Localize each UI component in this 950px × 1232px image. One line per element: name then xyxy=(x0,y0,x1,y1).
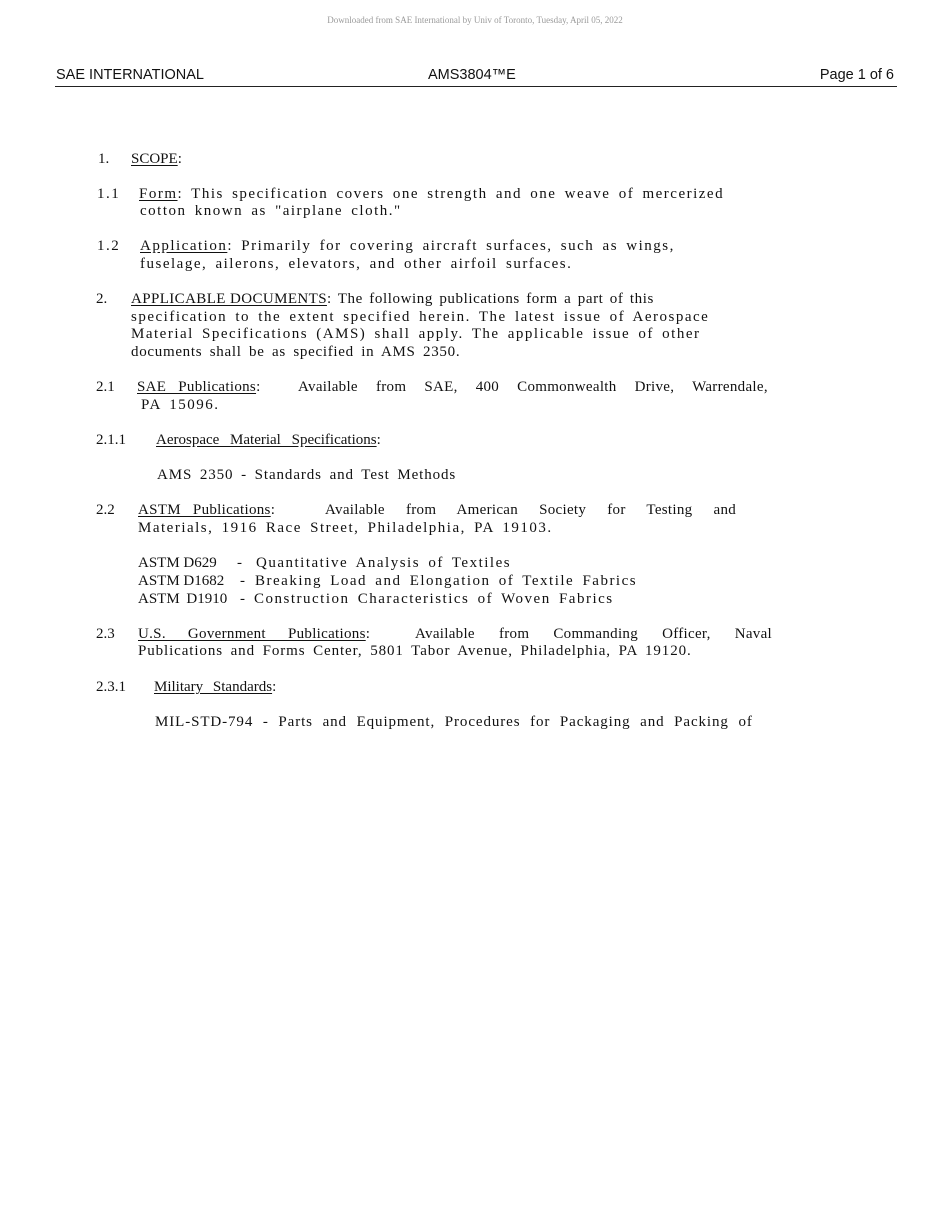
section-title: Application xyxy=(140,238,228,254)
section-form-line-2: cotton known as "airplane cloth." xyxy=(140,203,402,219)
section-astm-publications-line-1: ASTM Publications: xyxy=(138,502,276,518)
section-title: Military Standards xyxy=(154,679,273,695)
section-number: 2.2 xyxy=(96,502,115,518)
section-application-line-2: fuselage, ailerons, elevators, and other airfoil surfaces. xyxy=(140,256,573,272)
section-military-standards: Military Standards: xyxy=(154,679,277,695)
section-form-line-1: Form: This specification covers one strength and one weave of mercerized xyxy=(139,186,725,202)
section-number: 2.1.1 xyxy=(96,432,126,448)
astm-title: Construction Characteristics of Woven Fabrics xyxy=(254,591,614,607)
astm-title: Quantitative Analysis of Textiles xyxy=(256,555,512,571)
astm-separator: - xyxy=(240,591,245,607)
section-government-publications-line-2: Publications and Forms Center, 5801 Tabor Avenue, Philadelphia, PA 19120. xyxy=(138,643,692,659)
section-sae-publications-line-1b: Available from SAE, 400 Commonwealth Drive, Warrendale, xyxy=(298,379,768,395)
section-applicable-documents-line-1: APPLICABLE DOCUMENTS: The following publications form a part of this xyxy=(131,291,654,307)
header-page-number: Page 1 of 6 xyxy=(819,67,894,83)
section-number: 1. xyxy=(98,151,110,167)
astm-code: ASTM D629 xyxy=(138,555,217,571)
section-applicable-documents-line-2: specification to the extent specified herein. The latest issue of Aerospace xyxy=(131,309,710,325)
header-document-number: AMS3804™E xyxy=(428,67,516,83)
section-title: SAE Publications xyxy=(137,379,257,395)
section-number: 2. xyxy=(96,291,108,307)
download-watermark: Downloaded from SAE International by Univ of Toronto, Tuesday, April 05, 2022 xyxy=(327,15,623,25)
header-organization: SAE INTERNATIONAL xyxy=(56,67,204,83)
section-number: 2.3 xyxy=(96,626,115,642)
section-applicable-documents-line-4: documents shall be as specified in AMS 2350. xyxy=(131,344,461,360)
section-sae-publications-line-2: PA 15096. xyxy=(141,397,220,413)
section-title: APPLICABLE DOCUMENTS xyxy=(131,291,327,307)
document-list-item: MIL-STD-794 - Parts and Equipment, Procedures for Packaging and Packing of xyxy=(155,714,753,730)
astm-title: Breaking Load and Elongation of Textile Fabrics xyxy=(255,573,638,589)
astm-separator: - xyxy=(240,573,245,589)
section-number: 2.1 xyxy=(96,379,115,395)
section-title: U.S. Government Publications xyxy=(138,626,366,642)
section-astm-publications-line-1b: Available from American Society for Testing and xyxy=(325,502,737,518)
section-title: Form xyxy=(139,186,178,202)
section-number: 1.1 xyxy=(97,186,121,202)
section-title: ASTM Publications xyxy=(138,502,271,518)
section-astm-publications-line-2: Materials, 1916 Race Street, Philadelphia, PA 19103. xyxy=(138,520,553,536)
section-applicable-documents-line-3: Material Specifications (AMS) shall apply. The applicable issue of other xyxy=(131,326,701,342)
section-number: 1.2 xyxy=(97,238,121,254)
astm-code: ASTM D1682 xyxy=(138,573,225,589)
section-heading-scope: SCOPE: xyxy=(131,151,182,167)
section-number: 2.3.1 xyxy=(96,679,126,695)
astm-code: ASTM D1910 xyxy=(138,591,228,607)
header-rule xyxy=(55,86,897,87)
section-title: SCOPE xyxy=(131,151,178,167)
section-title: Aerospace Material Specifications xyxy=(156,432,377,448)
section-sae-publications-line-1: SAE Publications: xyxy=(137,379,261,395)
section-government-publications-line-1b: Available from Commanding Officer, Naval xyxy=(415,626,773,642)
section-aerospace-material-specifications: Aerospace Material Specifications: xyxy=(156,432,381,448)
section-application-line-1: Application: Primarily for covering aircraft surfaces, such as wings, xyxy=(140,238,675,254)
section-government-publications-line-1: U.S. Government Publications: xyxy=(138,626,371,642)
document-list-item: AMS 2350 - Standards and Test Methods xyxy=(157,467,457,483)
astm-separator: - xyxy=(237,555,242,571)
